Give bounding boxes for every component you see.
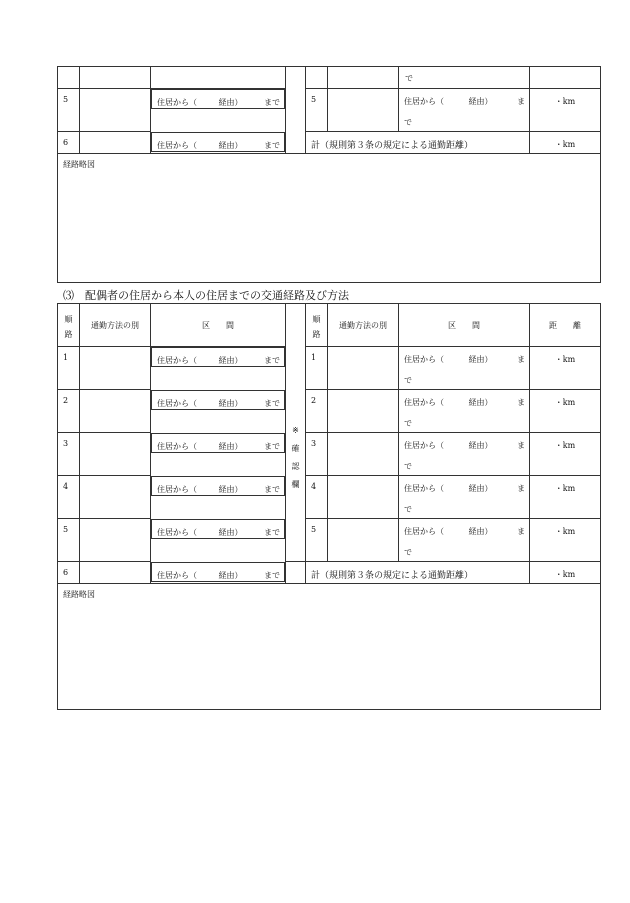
- distance-cell[interactable]: ・km: [530, 519, 601, 562]
- table-row: [58, 67, 601, 89]
- section-text: で: [404, 462, 412, 471]
- section-text: で: [404, 118, 412, 127]
- section-cell[interactable]: [399, 89, 530, 132]
- section-cell[interactable]: [399, 476, 530, 519]
- section-text: 経由）: [468, 441, 493, 450]
- section-text: で: [404, 548, 412, 557]
- section-header: 区 間: [151, 304, 286, 347]
- method-cell[interactable]: [328, 476, 399, 519]
- header-text: 路: [312, 330, 321, 339]
- method-cell[interactable]: [80, 132, 151, 154]
- method-cell[interactable]: [80, 476, 151, 519]
- order-header: [306, 304, 328, 347]
- section-text: 経由）: [218, 140, 243, 150]
- section-text: まで: [264, 527, 280, 537]
- section-cell[interactable]: [151, 519, 285, 539]
- table-row: [58, 390, 601, 433]
- section-text: 住居から（: [404, 97, 444, 106]
- header-row: [58, 304, 601, 347]
- method-cell[interactable]: [80, 519, 151, 562]
- total-distance[interactable]: ・km: [530, 562, 601, 584]
- row-number: 4: [306, 476, 328, 519]
- method-header: 通勤方法の別: [328, 304, 399, 347]
- distance-cell[interactable]: ・km: [530, 476, 601, 519]
- section-text: まで: [264, 98, 280, 107]
- method-header: 通勤方法の別: [80, 304, 151, 347]
- confirm-char: 欄: [291, 479, 300, 489]
- section-text: 住居から（: [157, 98, 197, 107]
- section-text: まで: [264, 570, 280, 580]
- row-number: 2: [306, 390, 328, 433]
- spouse-route-table: [57, 303, 601, 710]
- section-text: 経由）: [468, 398, 493, 407]
- section-text: 住居から（: [157, 140, 197, 150]
- section-title: ⑶ 配偶者の住居から本人の住居までの交通経路及び方法: [63, 289, 349, 302]
- section-text: 経由）: [218, 398, 243, 408]
- section-text: ま: [517, 484, 525, 493]
- section-text: まで: [264, 441, 280, 451]
- distance-cell[interactable]: [530, 67, 601, 89]
- section-text: まで: [264, 484, 280, 494]
- section-text: 住居から（: [157, 398, 197, 408]
- route-map-area[interactable]: [58, 154, 601, 283]
- header-text: 路: [64, 330, 73, 339]
- row-number: [306, 67, 328, 89]
- section-text: 経由）: [218, 570, 243, 580]
- section-text: 経由）: [218, 441, 243, 451]
- method-cell[interactable]: [80, 562, 151, 584]
- section-cell[interactable]: [151, 132, 285, 152]
- section-cell[interactable]: [399, 67, 530, 89]
- section-text: で: [404, 505, 412, 514]
- section-text: 経由）: [218, 356, 243, 365]
- method-cell[interactable]: [328, 519, 399, 562]
- section-text: で: [405, 74, 413, 83]
- section-text: ま: [517, 97, 525, 106]
- row-number: 6: [58, 132, 80, 154]
- header-text: 順: [64, 315, 73, 324]
- section-text: まで: [264, 398, 280, 408]
- section-cell[interactable]: [399, 433, 530, 476]
- section-text: ま: [517, 355, 525, 364]
- section-text: 住居から（: [157, 356, 197, 365]
- table-row: [58, 562, 601, 584]
- header-text: 順: [312, 315, 321, 324]
- section-text: まで: [264, 140, 280, 150]
- row-number: 5: [306, 89, 328, 132]
- section-cell[interactable]: [151, 562, 285, 582]
- row-number: 3: [306, 433, 328, 476]
- distance-cell[interactable]: ・km: [530, 347, 601, 390]
- section-text: 経由）: [468, 97, 493, 106]
- table-row: [58, 433, 601, 476]
- section-text: ま: [517, 527, 525, 536]
- section-text: 経由）: [218, 527, 243, 537]
- section-cell[interactable]: [399, 519, 530, 562]
- section-cell[interactable]: [151, 89, 285, 109]
- row-number: 1: [306, 347, 328, 390]
- section-cell[interactable]: [151, 347, 285, 367]
- table-row: [58, 519, 601, 562]
- distance-cell[interactable]: ・km: [530, 390, 601, 433]
- method-cell[interactable]: [328, 89, 399, 132]
- section-text: 住居から（: [404, 441, 444, 450]
- method-cell[interactable]: [328, 67, 399, 89]
- method-cell[interactable]: [328, 433, 399, 476]
- row-number: 2: [58, 390, 80, 433]
- method-cell[interactable]: [80, 433, 151, 476]
- row-number: 1: [58, 347, 80, 390]
- section-cell[interactable]: [151, 67, 286, 89]
- confirm-char: 確: [291, 443, 300, 453]
- section-cell[interactable]: [151, 390, 285, 410]
- section-text: 住居から（: [157, 527, 197, 537]
- section-text: で: [404, 419, 412, 428]
- confirm-cell: [286, 562, 306, 584]
- route-map-label: 経路略図: [63, 160, 95, 169]
- row-number: [58, 67, 80, 89]
- section-text: 住居から（: [404, 398, 444, 407]
- section-header: 区 間: [399, 304, 530, 347]
- section-text: 経由）: [468, 484, 493, 493]
- route-map-area[interactable]: [58, 584, 601, 710]
- method-cell[interactable]: [80, 347, 151, 390]
- section-text: 経由）: [218, 484, 243, 494]
- row-number: 6: [58, 562, 80, 584]
- confirm-char: ※: [292, 425, 299, 435]
- section-text: 経由）: [218, 98, 243, 107]
- total-label: 計（規則第３条の規定による通勤距離）: [306, 132, 530, 154]
- section-text: 住居から（: [404, 484, 444, 493]
- method-cell[interactable]: [80, 67, 151, 89]
- section-text: 住居から（: [404, 527, 444, 536]
- route-table-continued: [57, 66, 601, 283]
- method-cell[interactable]: [80, 89, 151, 132]
- row-number: 5: [58, 519, 80, 562]
- section-text: 住居から（: [404, 355, 444, 364]
- total-distance[interactable]: ・km: [530, 132, 601, 154]
- section-text: 住居から（: [157, 484, 197, 494]
- confirm-cell: [286, 67, 306, 154]
- table-row: [58, 132, 601, 154]
- route-map-row: [58, 154, 601, 283]
- distance-cell[interactable]: ・km: [530, 433, 601, 476]
- row-number: 4: [58, 476, 80, 519]
- method-cell[interactable]: [80, 390, 151, 433]
- row-number: 5: [306, 519, 328, 562]
- distance-header: 距 離: [530, 304, 601, 347]
- section-cell[interactable]: [151, 433, 285, 453]
- route-map-row: [58, 584, 601, 710]
- confirm-char: 認: [291, 461, 300, 471]
- total-label: 計（規則第３条の規定による通勤距離）: [306, 562, 530, 584]
- section-cell[interactable]: [399, 390, 530, 433]
- table-row: [58, 347, 601, 390]
- distance-cell[interactable]: ・km: [530, 89, 601, 132]
- section-text: ま: [517, 398, 525, 407]
- section-text: 住居から（: [157, 441, 197, 451]
- section-text: 経由）: [468, 527, 493, 536]
- method-cell[interactable]: [328, 347, 399, 390]
- order-header: [58, 304, 80, 347]
- table-row: [58, 476, 601, 519]
- section-cell[interactable]: [151, 476, 285, 496]
- confirm-column: [286, 304, 306, 562]
- method-cell[interactable]: [328, 390, 399, 433]
- row-number: 3: [58, 433, 80, 476]
- section-text: で: [404, 376, 412, 385]
- route-map-label: 経路略図: [63, 590, 95, 599]
- section-text: 住居から（: [157, 570, 197, 580]
- section-text: 経由）: [468, 355, 493, 364]
- section-cell[interactable]: [399, 347, 530, 390]
- table-row: [58, 89, 601, 132]
- row-number: 5: [58, 89, 80, 132]
- section-text: まで: [264, 356, 280, 365]
- section-text: ま: [517, 441, 525, 450]
